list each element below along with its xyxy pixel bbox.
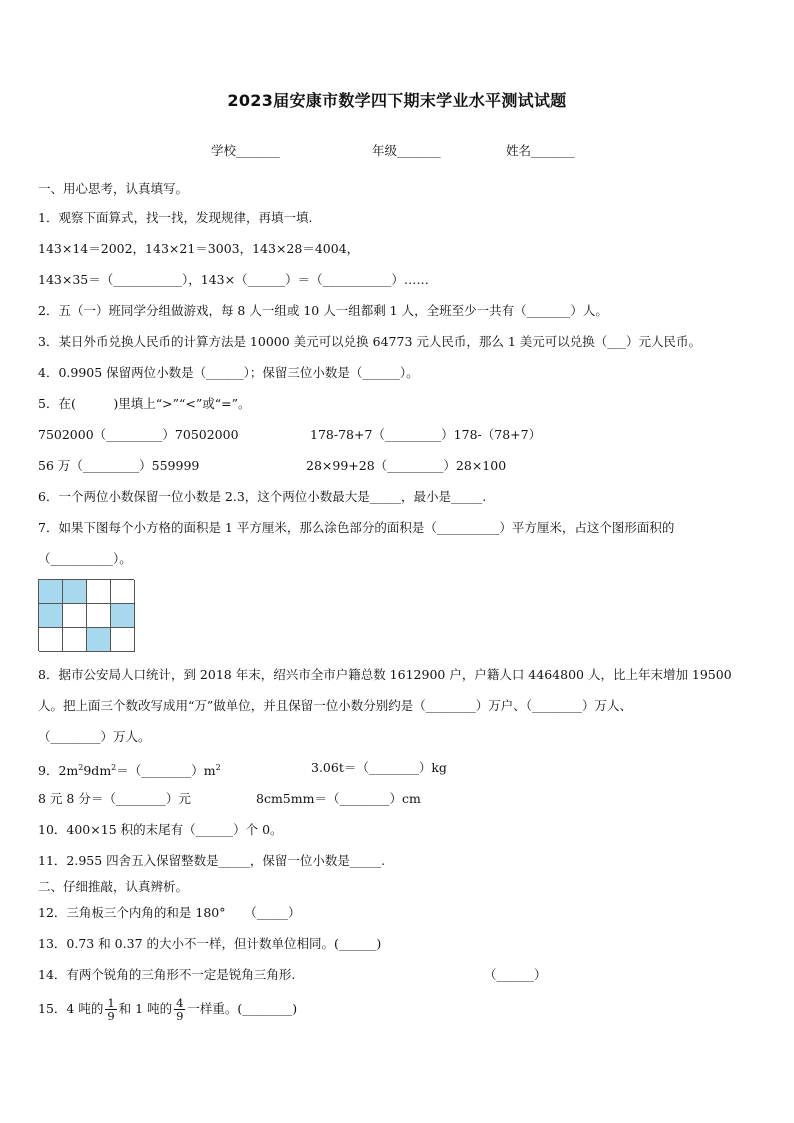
grid-cell [63, 628, 87, 652]
question-11: 11．2.955 四舍五入保留整数是_____，保留一位小数是_____. [38, 853, 386, 868]
question-9a [38, 760, 221, 779]
question-9d: 8cm5mm＝（________）cm [256, 791, 421, 806]
section-heading-1: 一、用心思考，认真填写。 [38, 181, 189, 196]
question-5c: 56 万（_________）559999 [38, 458, 200, 473]
grid-cell-shaded [39, 604, 63, 628]
question-7-line-1: 7．如果下图每个小方格的面积是 1 平方厘米，那么涂色部分的面积是（__________）平方厘米，占这个图形面积的 [38, 520, 675, 535]
question-2: 2．五（一）班同学分组做游戏，每 8 人一组或 10 人一组都剩 1 人，全班至少一共有（_______）人。 [38, 303, 608, 318]
question-8-line-2: 人。把上面三个数改写成用“万”做单位，并且保留一位小数分别约是（________）万户、（________）万人、 [38, 698, 633, 713]
fraction-2-denominator: 9 [176, 1009, 184, 1023]
q9a-mid: 9dm [83, 763, 112, 779]
question-7-line-2: （__________）。 [38, 551, 132, 566]
grid-cell [111, 580, 135, 604]
question-5a: 7502000（_________）70502000 [38, 427, 239, 442]
section-heading-2: 二、仔细推敲，认真辨析。 [38, 879, 189, 894]
grade-field[interactable]: 年级_______ [372, 143, 441, 158]
question-5: 5．在( )里填上“>”“<”或“=”。 [38, 396, 251, 411]
fraction-four-ninths [174, 997, 185, 1022]
question-1: 1．观察下面算式，找一找，发现规律，再填一填. [38, 210, 313, 225]
question-9c: 8 元 8 分＝（________）元 [38, 791, 191, 806]
question-10: 10．400×15 积的末尾有（______）个 0。 [38, 822, 283, 837]
grid-cell [87, 604, 111, 628]
school-field[interactable]: 学校_______ [211, 143, 280, 158]
question-9b: 3.06t＝（________）kg [311, 760, 447, 775]
question-14-blank: （______） [484, 967, 547, 982]
page-title: 2023届安康市数学四下期末学业水平测试试题 [227, 91, 567, 110]
q9a-sup2: 2 [111, 763, 117, 772]
name-field[interactable]: 姓名_______ [506, 143, 575, 158]
question-1-line-2: 143×35＝（___________），143×（______）＝（___________）…… [38, 272, 429, 287]
grid-cell [63, 604, 87, 628]
question-1-line-1: 143×14＝2002，143×21＝3003，143×28＝4004， [38, 241, 360, 256]
question-4: 4．0.9905 保留两位小数是（______）；保留三位小数是（______）。 [38, 365, 419, 380]
question-5b: 178-78+7（_________）178-（78+7） [310, 427, 542, 442]
grid-cell [111, 628, 135, 652]
question-12: 12．三角板三个内角的和是 180° （_____） [38, 905, 301, 920]
question-6: 6．一个两位小数保留一位小数是 2.3，这个两位小数最大是_____，最小是_____. [38, 489, 487, 504]
fraction-2-numerator: 4 [176, 996, 184, 1010]
fraction-1-numerator: 1 [107, 996, 115, 1010]
fraction-one-ninth [105, 997, 116, 1022]
grid-cell-shaded [111, 604, 135, 628]
question-15 [38, 994, 297, 1024]
question-13: 13．0.73 和 0.37 的大小不一样，但计数单位相同。(______) [38, 936, 382, 951]
question-3: 3．某日外币兑换人民币的计算方法是 10000 美元可以兑换 64773 元人民币，那么 1 美元可以兑换（___）元人民币。 [38, 334, 702, 349]
question-8-line-3: （________）万人。 [38, 729, 151, 744]
area-grid-figure [38, 579, 134, 651]
q15-prefix: 15．4 吨的 [38, 1001, 104, 1016]
question-8-line-1: 8．据市公安局人口统计，到 2018 年末，绍兴市全市户籍总数 1612900 户，户籍人口 4464800 人，比上年末增加 19500 [38, 667, 732, 682]
q9a-sup1: 2 [78, 763, 84, 772]
question-5d: 28×99+28（_________）28×100 [306, 458, 507, 473]
q9a-prefix: 9．2m [38, 763, 79, 779]
grid-cell-shaded [63, 580, 87, 604]
q9a-sup3: 2 [215, 763, 221, 772]
question-14: 14．有两个锐角的三角形不一定是锐角三角形. [38, 967, 296, 982]
q9a-rest: ＝（________）m [116, 763, 216, 779]
grid-cell-shaded [87, 628, 111, 652]
grid-cell [87, 580, 111, 604]
grid-cell [39, 628, 63, 652]
q15-suffix: 一样重。(________) [187, 1001, 298, 1016]
q15-mid: 和 1 吨的 [118, 1001, 173, 1016]
fraction-1-denominator: 9 [107, 1009, 115, 1023]
grid-cell-shaded [39, 580, 63, 604]
